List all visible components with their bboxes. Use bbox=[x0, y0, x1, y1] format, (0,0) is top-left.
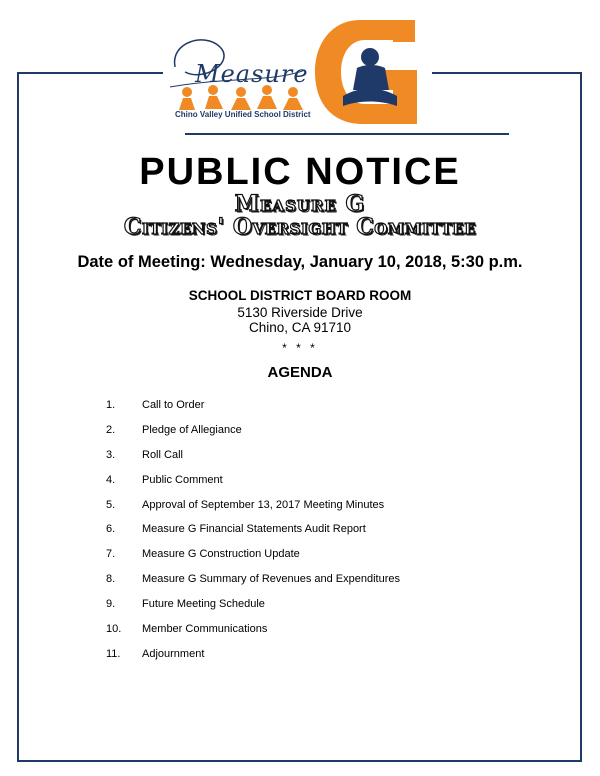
meeting-date: Date of Meeting: Wednesday, January 10, 2018, 5:30 p.m. bbox=[77, 253, 523, 271]
agenda-item-text: Future Meeting Schedule bbox=[142, 598, 265, 610]
agenda-item-number: 6. bbox=[106, 523, 116, 535]
agenda-item-text: Adjournment bbox=[142, 648, 205, 660]
agenda-item-text: Roll Call bbox=[142, 449, 183, 461]
agenda-item-number: 10. bbox=[106, 623, 122, 635]
agenda-item-number: 5. bbox=[106, 499, 116, 511]
agenda-item-text: Measure G Construction Update bbox=[142, 548, 300, 560]
agenda-heading: AGENDA bbox=[267, 364, 333, 381]
agenda-item-number: 2. bbox=[106, 424, 116, 436]
agenda-item-number: 9. bbox=[106, 598, 116, 610]
agenda-item-number: 4. bbox=[106, 474, 116, 486]
agenda-item-text: Member Communications bbox=[142, 623, 268, 635]
location-city: Chino, CA 91710 bbox=[248, 320, 352, 335]
agenda-item-number: 1. bbox=[106, 399, 116, 411]
notice-subtitle-measure: Measure G bbox=[234, 191, 366, 217]
location-room: SCHOOL DISTRICT BOARD ROOM bbox=[188, 288, 412, 303]
location-street: 5130 Riverside Drive bbox=[237, 305, 363, 320]
agenda-item-text: Measure G Summary of Revenues and Expenditures bbox=[142, 573, 401, 585]
notice-subtitle-committee: Citizens' Oversight Committee bbox=[123, 214, 477, 240]
agenda-item-text: Pledge of Allegiance bbox=[142, 424, 242, 436]
agenda-item-text: Approval of September 13, 2017 Meeting Minutes bbox=[142, 499, 385, 511]
logo-district-name: Chino Valley Unified School District bbox=[175, 110, 311, 119]
agenda-item-number: 7. bbox=[106, 548, 116, 560]
logo-measure-word: Measure bbox=[195, 60, 309, 88]
notice-title: PUBLIC NOTICE bbox=[139, 151, 461, 193]
agenda-item-text: Call to Order bbox=[142, 399, 205, 411]
agenda-item-text: Measure G Financial Statements Audit Report bbox=[142, 523, 366, 535]
agenda-item-text: Public Comment bbox=[142, 474, 223, 486]
separator-stars: * * * bbox=[282, 341, 318, 355]
measure-g-logo bbox=[165, 12, 430, 127]
agenda-item-number: 8. bbox=[106, 573, 116, 585]
agenda-item-number: 11. bbox=[106, 648, 121, 660]
agenda-item-number: 3. bbox=[106, 449, 116, 461]
